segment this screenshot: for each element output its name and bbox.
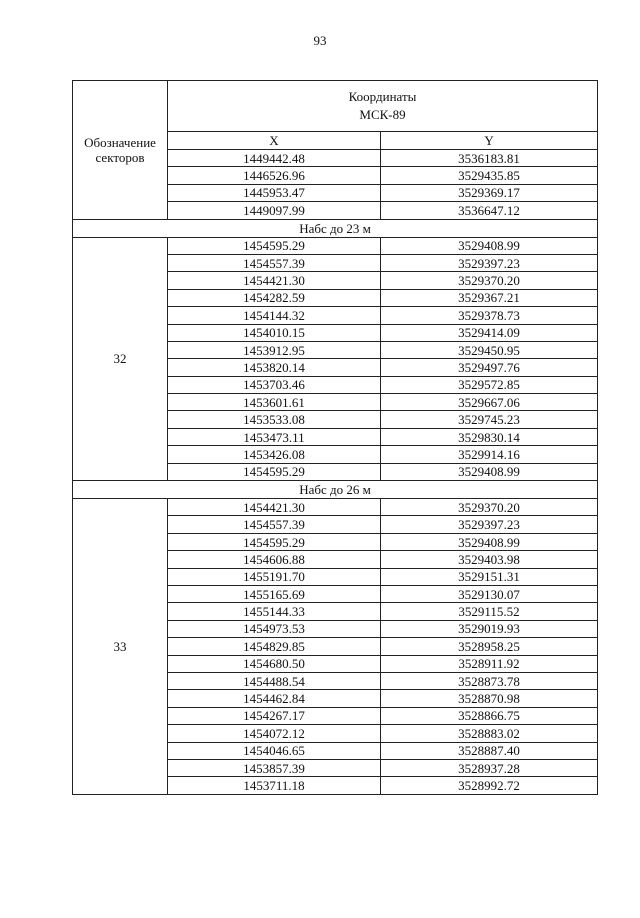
x-column-header: X [168, 132, 381, 150]
y-cell: 3528883.02 [381, 725, 598, 742]
x-cell: 1455144.33 [168, 603, 381, 620]
x-cell: 1454488.54 [168, 672, 381, 689]
x-cell: 1453711.18 [168, 777, 381, 794]
y-cell: 3529408.99 [381, 463, 598, 480]
y-cell: 3529408.99 [381, 237, 598, 254]
y-cell: 3528873.78 [381, 672, 598, 689]
sector-header-line-2: секторов [95, 149, 145, 165]
y-cell: 3529408.99 [381, 533, 598, 550]
y-cell: 3529830.14 [381, 428, 598, 445]
y-cell: 3529115.52 [381, 603, 598, 620]
sector-header-line-1: Обозначение [84, 134, 156, 150]
x-cell: 1453426.08 [168, 446, 381, 463]
y-cell: 3529572.85 [381, 376, 598, 393]
x-cell: 1455191.70 [168, 568, 381, 585]
y-cell: 3529019.93 [381, 620, 598, 637]
height-limit-label: Набс до 26 м [73, 481, 598, 499]
coordinates-column-header [168, 81, 598, 132]
y-cell: 3529914.16 [381, 446, 598, 463]
sector-column-header [73, 81, 168, 220]
page-number: 93 [313, 33, 327, 48]
x-cell: 1454595.29 [168, 463, 381, 480]
y-cell: 3528958.25 [381, 638, 598, 655]
x-cell: 1453857.39 [168, 759, 381, 776]
y-cell: 3529370.20 [381, 499, 598, 516]
y-cell: 3528992.72 [381, 777, 598, 794]
x-cell: 1453912.95 [168, 341, 381, 358]
coordinates-header-line-1: Координаты [348, 89, 417, 104]
y-cell: 3529367.21 [381, 289, 598, 306]
x-cell: 1454421.30 [168, 499, 381, 516]
x-cell: 1453473.11 [168, 428, 381, 445]
x-cell: 1445953.47 [168, 184, 381, 201]
sector-number: 33 [73, 499, 168, 795]
y-cell: 3529497.76 [381, 359, 598, 376]
x-cell: 1454046.65 [168, 742, 381, 759]
y-cell: 3529450.95 [381, 341, 598, 358]
height-limit-label: Набс до 23 м [73, 219, 598, 237]
x-cell: 1454829.85 [168, 638, 381, 655]
y-cell: 3529370.20 [381, 272, 598, 289]
x-cell: 1454973.53 [168, 620, 381, 637]
x-cell: 1455165.69 [168, 585, 381, 602]
y-cell: 3536647.12 [381, 202, 598, 219]
y-cell: 3529130.07 [381, 585, 598, 602]
header-row [73, 81, 598, 132]
y-cell: 3528911.92 [381, 655, 598, 672]
x-cell: 1453703.46 [168, 376, 381, 393]
y-cell: 3529369.17 [381, 184, 598, 201]
coordinates-header-line-2: МСК-89 [359, 107, 406, 122]
x-cell: 1449097.99 [168, 202, 381, 219]
coordinates-table [72, 80, 598, 795]
y-cell: 3536183.81 [381, 150, 598, 167]
y-cell: 3528937.28 [381, 759, 598, 776]
y-cell: 3529151.31 [381, 568, 598, 585]
height-limit-row [73, 219, 598, 237]
x-cell: 1454267.17 [168, 707, 381, 724]
x-cell: 1453601.61 [168, 394, 381, 411]
y-cell: 3529403.98 [381, 551, 598, 568]
x-cell: 1454421.30 [168, 272, 381, 289]
x-cell: 1454595.29 [168, 237, 381, 254]
height-limit-row [73, 481, 598, 499]
y-cell: 3529745.23 [381, 411, 598, 428]
coordinates-table-body [73, 81, 598, 795]
x-cell: 1454606.88 [168, 551, 381, 568]
x-cell: 1454144.32 [168, 307, 381, 324]
x-cell: 1454072.12 [168, 725, 381, 742]
y-cell: 3528870.98 [381, 690, 598, 707]
x-cell: 1454557.39 [168, 516, 381, 533]
x-cell: 1454010.15 [168, 324, 381, 341]
x-cell: 1453533.08 [168, 411, 381, 428]
y-cell: 3528866.75 [381, 707, 598, 724]
x-cell: 1454595.29 [168, 533, 381, 550]
x-cell: 1453820.14 [168, 359, 381, 376]
x-cell: 1454462.84 [168, 690, 381, 707]
y-cell: 3529667.06 [381, 394, 598, 411]
y-column-header: Y [381, 132, 598, 150]
table-row [73, 237, 598, 254]
y-cell: 3529414.09 [381, 324, 598, 341]
y-cell: 3529397.23 [381, 254, 598, 271]
x-cell: 1446526.96 [168, 167, 381, 184]
x-cell: 1454680.50 [168, 655, 381, 672]
y-cell: 3529378.73 [381, 307, 598, 324]
y-cell: 3528887.40 [381, 742, 598, 759]
x-cell: 1454557.39 [168, 254, 381, 271]
x-cell: 1454282.59 [168, 289, 381, 306]
x-cell: 1449442.48 [168, 150, 381, 167]
y-cell: 3529397.23 [381, 516, 598, 533]
table-row [73, 499, 598, 516]
y-cell: 3529435.85 [381, 167, 598, 184]
sector-number: 32 [73, 237, 168, 480]
